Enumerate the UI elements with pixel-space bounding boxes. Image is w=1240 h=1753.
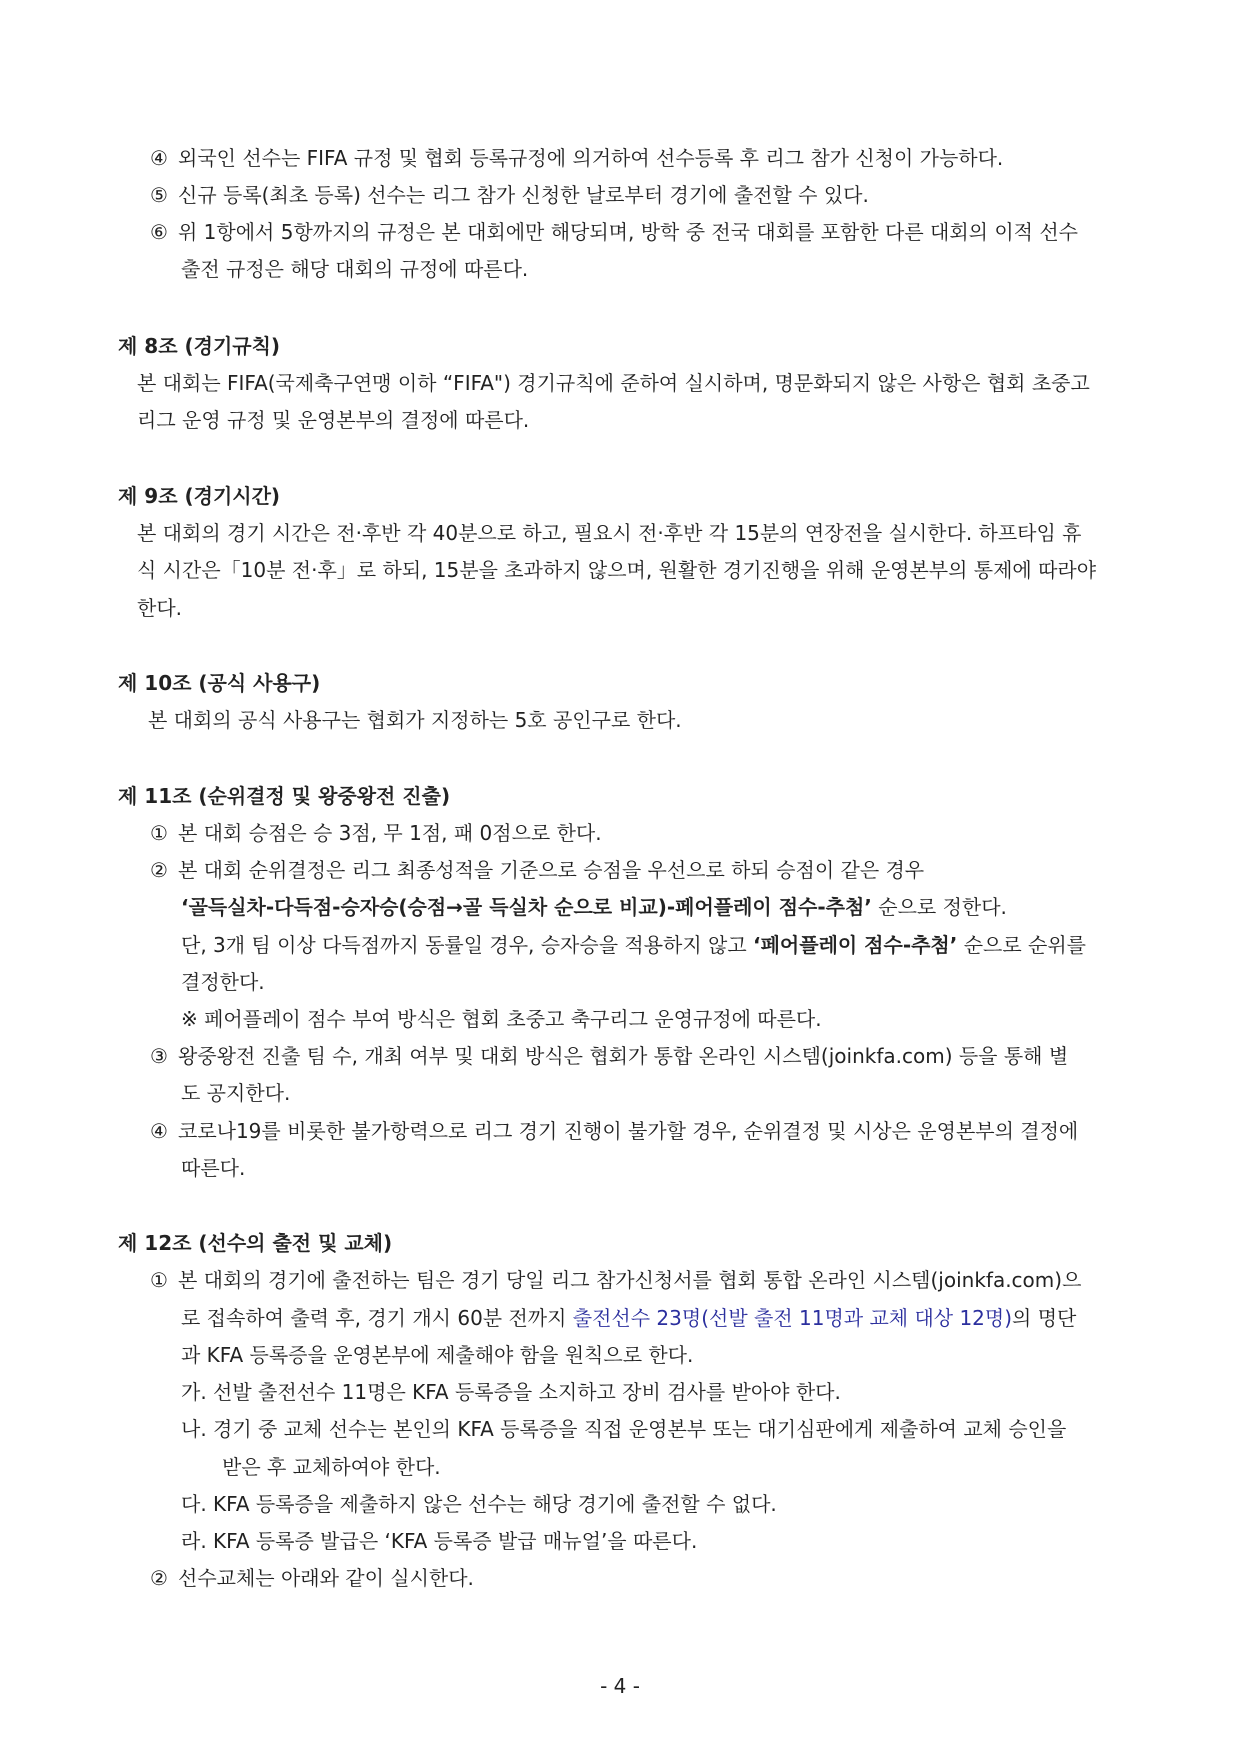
squad-size-highlight: 출전선수 23명(선발 출전 11명과 교체 대상 12명) [572,1306,1013,1330]
item-text: 순으로 순위를 [957,933,1086,957]
article-9-line-2: 식 시간은「10분 전·후」로 하되, 15분을 초과하지 않으며, 원활한 경기진행을 위해 운영본부의 통제에 따라야 [137,558,1097,582]
ranking-criteria-bold: ‘골득실차-다득점-승자승(승점→골 득실차 순으로 비교)-페어플레이 점수-추첨’ [181,895,872,919]
article-11-item-4-line-2: 따른다. [181,1156,246,1180]
item-text: 의 명단 [1012,1306,1077,1330]
item-text: 외국인 선수는 FIFA 규정 및 협회 등록규정에 의거하여 선수등록 후 리그 참가 신청이 가능하다. [178,146,1004,170]
article-10-line-1: 본 대회의 공식 사용구는 협회가 지정하는 5호 공인구로 한다. [148,708,682,732]
item-6-line-2: 출전 규정은 해당 대회의 규정에 따른다. [181,257,529,281]
item-text: 위 1항에서 5항까지의 규정은 본 대회에만 해당되며, 방학 중 전국 대회를 포함한 다른 대회의 이적 선수 [178,220,1078,244]
article-12-item-1-line-1 [150,1266,1081,1294]
item-number: ⑥ [150,220,168,244]
article-11-item-4-line-1 [150,1117,1078,1145]
page-number: - 4 - [600,1674,640,1698]
item-number: ④ [150,146,168,170]
article-8-line-1: 본 대회는 FIFA(국제축구연맹 이하 “FIFA") 경기규칙에 준하여 실시하며, 명문화되지 않은 사항은 협회 초중고 [137,371,1090,395]
article-12-title: 제 12조 (선수의 출전 및 교체) [118,1231,393,1255]
fairplay-criteria-bold: ‘페어플레이 점수-추첨’ [753,933,958,957]
article-11-item-2-line-2 [181,893,1007,921]
article-12-item-2 [150,1564,474,1592]
item-6-line-1 [150,218,1078,246]
article-11-item-2-line-3 [181,931,1086,959]
item-number: ④ [150,1119,168,1143]
article-9-line-1: 본 대회의 경기 시간은 전·후반 각 40분으로 하고, 필요시 전·후반 각 15분의 연장전을 실시한다. 하프타임 휴 [137,521,1082,545]
item-text: 왕중왕전 진출 팀 수, 개최 여부 및 대회 방식은 협회가 통합 온라인 시스템(joinkfa.com) 등을 통해 별 [178,1044,1069,1068]
item-text: 본 대회의 경기에 출전하는 팀은 경기 당일 리그 참가신청서를 협회 통합 온라인 시스템(joinkfa.com)으 [178,1268,1082,1292]
item-text: 신규 등록(최초 등록) 선수는 리그 참가 신청한 날로부터 경기에 출전할 수 있다. [178,183,869,207]
article-8-title: 제 8조 (경기규칙) [118,334,281,358]
item-number: ② [150,858,168,882]
article-8-line-2: 리그 운영 규정 및 운영본부의 결정에 따른다. [137,408,530,432]
item-number: ③ [150,1044,168,1068]
item-5-line [150,181,869,209]
article-11-item-2-note: ※ 페어플레이 점수 부여 방식은 협회 초중고 축구리그 운영규정에 따른다. [181,1007,822,1031]
item-text: 순으로 정한다. [871,895,1007,919]
item-text: 선수교체는 아래와 같이 실시한다. [178,1566,474,1590]
article-12-sub-da: 다. KFA 등록증을 제출하지 않은 선수는 해당 경기에 출전할 수 없다. [181,1492,777,1516]
article-12-sub-ra: 라. KFA 등록증 발급은 ‘KFA 등록증 발급 매뉴얼’을 따른다. [181,1529,698,1553]
article-10-title: 제 10조 (공식 사용구) [118,671,321,695]
item-4-line [150,144,1003,172]
article-9-title: 제 9조 (경기시간) [118,484,281,508]
article-11-item-3-line-2: 도 공지한다. [181,1081,291,1105]
article-11-title: 제 11조 (순위결정 및 왕중왕전 진출) [118,784,451,808]
item-text: 로 접속하여 출력 후, 경기 개시 60분 전까지 [181,1306,573,1330]
item-number: ② [150,1566,168,1590]
item-text: 단, 3개 팀 이상 다득점까지 동률일 경우, 승자승을 적용하지 않고 [181,933,754,957]
item-text: 본 대회 승점은 승 3점, 무 1점, 패 0점으로 한다. [178,821,602,845]
article-12-sub-na-line-2: 받은 후 교체하여야 한다. [222,1455,441,1479]
article-11-item-2-line-1 [150,856,924,884]
item-number: ⑤ [150,183,168,207]
item-text: 본 대회 순위결정은 리그 최종성적을 기준으로 승점을 우선으로 하되 승점이 같은 경우 [178,858,925,882]
article-12-item-1-line-3: 과 KFA 등록증을 운영본부에 제출해야 함을 원칙으로 한다. [181,1343,694,1367]
article-11-item-1 [150,819,602,847]
article-11-item-3-line-1 [150,1042,1068,1070]
item-number: ① [150,1268,168,1292]
article-12-sub-na-line-1: 나. 경기 중 교체 선수는 본인의 KFA 등록증을 직접 운영본부 또는 대기심판에게 제출하여 교체 승인을 [181,1417,1067,1441]
article-12-sub-ga: 가. 선발 출전선수 11명은 KFA 등록증을 소지하고 장비 검사를 받아야 한다. [181,1380,841,1404]
article-9-line-3: 한다. [137,596,182,620]
article-12-item-1-line-2 [181,1304,1076,1332]
item-text: 코로나19를 비롯한 불가항력으로 리그 경기 진행이 불가할 경우, 순위결정 및 시상은 운영본부의 결정에 [178,1119,1079,1143]
article-11-item-2-line-4: 결정한다. [181,970,265,994]
item-number: ① [150,821,168,845]
